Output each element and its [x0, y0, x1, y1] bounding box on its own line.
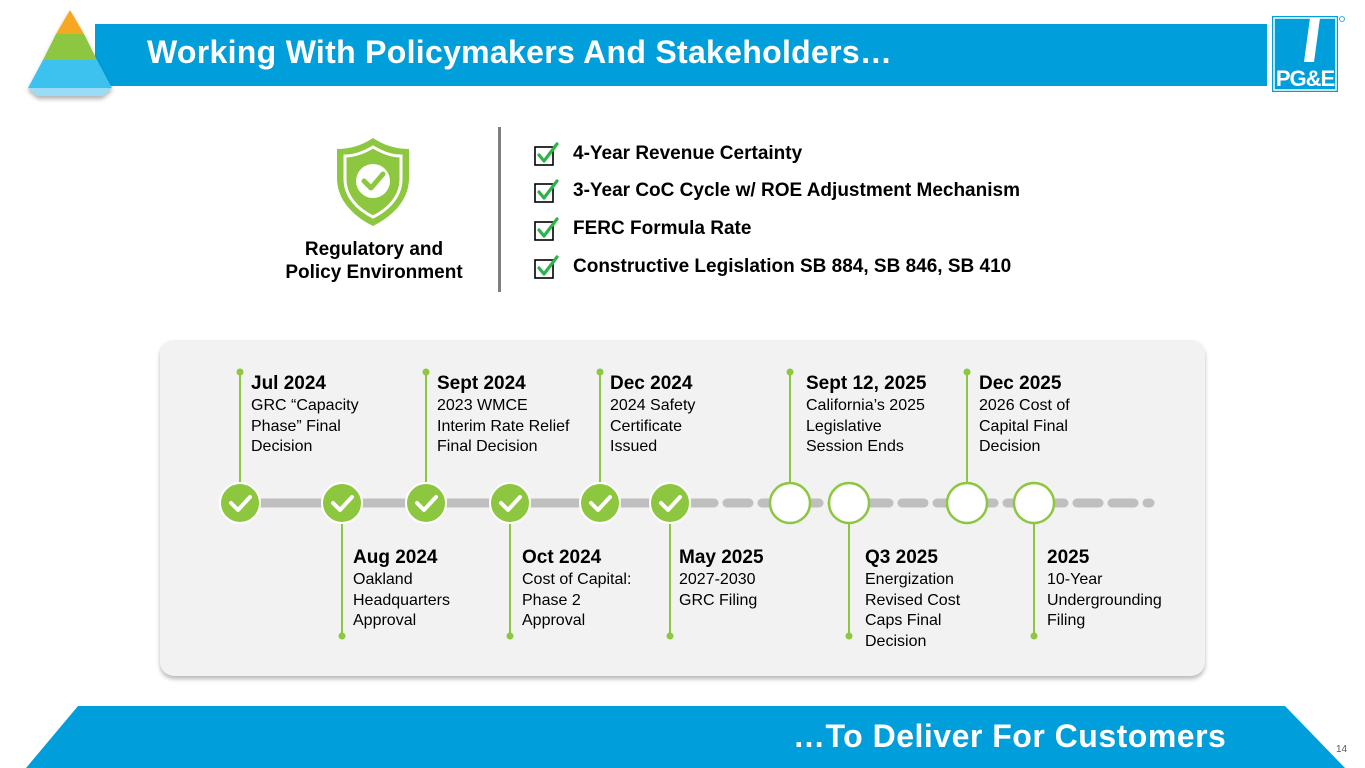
- timeline-stem-dot: [846, 633, 853, 640]
- milestone-completed-marker: [580, 483, 620, 523]
- timeline-stem-dot: [667, 633, 674, 640]
- milestone-completed-marker: [220, 483, 260, 523]
- timeline-event: [522, 546, 631, 632]
- timeline-event: [865, 546, 960, 652]
- regulatory-label-line2: Policy Environment: [285, 262, 463, 283]
- timeline-stem-dot: [787, 369, 794, 376]
- timeline-stem-dot: [1031, 633, 1038, 640]
- timeline-event: [979, 372, 1070, 458]
- timeline-event: [610, 372, 695, 458]
- page-number: 14: [1336, 744, 1348, 755]
- checklist-item-text: Constructive Legislation SB 884, SB 846, SB 410: [573, 256, 1012, 277]
- timeline-event-description: 10-Year Undergrounding Filing: [1047, 571, 1162, 629]
- timeline-event-date: Dec 2025: [979, 373, 1062, 394]
- milestone-pending-marker: [947, 483, 987, 523]
- checklist-item-text: 4-Year Revenue Certainty: [573, 143, 803, 164]
- timeline-stem-dot: [507, 633, 514, 640]
- timeline-event: [806, 372, 926, 458]
- timeline-event-description: 2026 Cost of Capital Final Decision: [979, 397, 1070, 455]
- timeline-event: [251, 372, 359, 458]
- timeline-event-date: 2025: [1047, 547, 1090, 568]
- milestone-pending-marker: [770, 483, 810, 523]
- milestone-completed-marker: [650, 483, 690, 523]
- timeline-event: [437, 372, 570, 458]
- timeline-event-description: Oakland Headquarters Approval: [353, 571, 450, 629]
- timeline-event-date: Oct 2024: [522, 547, 602, 568]
- regulatory-label-line1: Regulatory and: [304, 239, 444, 260]
- timeline-event-date: May 2025: [679, 547, 764, 568]
- timeline-event-date: Aug 2024: [353, 547, 438, 568]
- timeline-event: [679, 546, 764, 611]
- milestone-pending-marker: [829, 483, 869, 523]
- timeline-event-description: Cost of Capital: Phase 2 Approval: [522, 571, 632, 629]
- timeline-event-description: 2024 Safety Certificate Issued: [610, 397, 696, 455]
- timeline-event: [353, 546, 450, 632]
- timeline-stem-dot: [423, 369, 430, 376]
- footer-tagline: …To Deliver For Customers: [793, 718, 1227, 754]
- checklist-item-text: FERC Formula Rate: [573, 218, 752, 239]
- timeline-stem-dot: [597, 369, 604, 376]
- timeline-event-date: Q3 2025: [865, 547, 938, 568]
- timeline-stem-dot: [237, 369, 244, 376]
- timeline-stem-dot: [964, 369, 971, 376]
- milestone-completed-marker: [406, 483, 446, 523]
- timeline-event-description: GRC “Capacity Phase” Final Decision: [251, 397, 359, 455]
- timeline-event-description: California’s 2025 Legislative Session Ends: [806, 397, 925, 455]
- milestone-completed-marker: [490, 483, 530, 523]
- milestone-completed-marker: [322, 483, 362, 523]
- timeline-event-date: Sept 2024: [437, 373, 526, 394]
- timeline-event-date: Sept 12, 2025: [806, 373, 927, 394]
- timeline-event: [1047, 546, 1162, 632]
- page-title: Working With Policymakers And Stakeholders…: [147, 34, 893, 70]
- timeline-event-description: Energization Revised Cost Caps Final Decision: [865, 571, 961, 650]
- timeline-event-date: Dec 2024: [610, 373, 693, 394]
- timeline-event-description: 2027-2030 GRC Filing: [679, 571, 758, 609]
- timeline-event-date: Jul 2024: [251, 373, 326, 394]
- milestone-pending-marker: [1014, 483, 1054, 523]
- timeline-stem-dot: [339, 633, 346, 640]
- logo-text: PG&E: [1275, 66, 1335, 91]
- timeline-event-description: 2023 WMCE Interim Rate Relief Final Decision: [437, 397, 570, 455]
- checklist-item-text: 3-Year CoC Cycle w/ ROE Adjustment Mechanism: [573, 180, 1020, 201]
